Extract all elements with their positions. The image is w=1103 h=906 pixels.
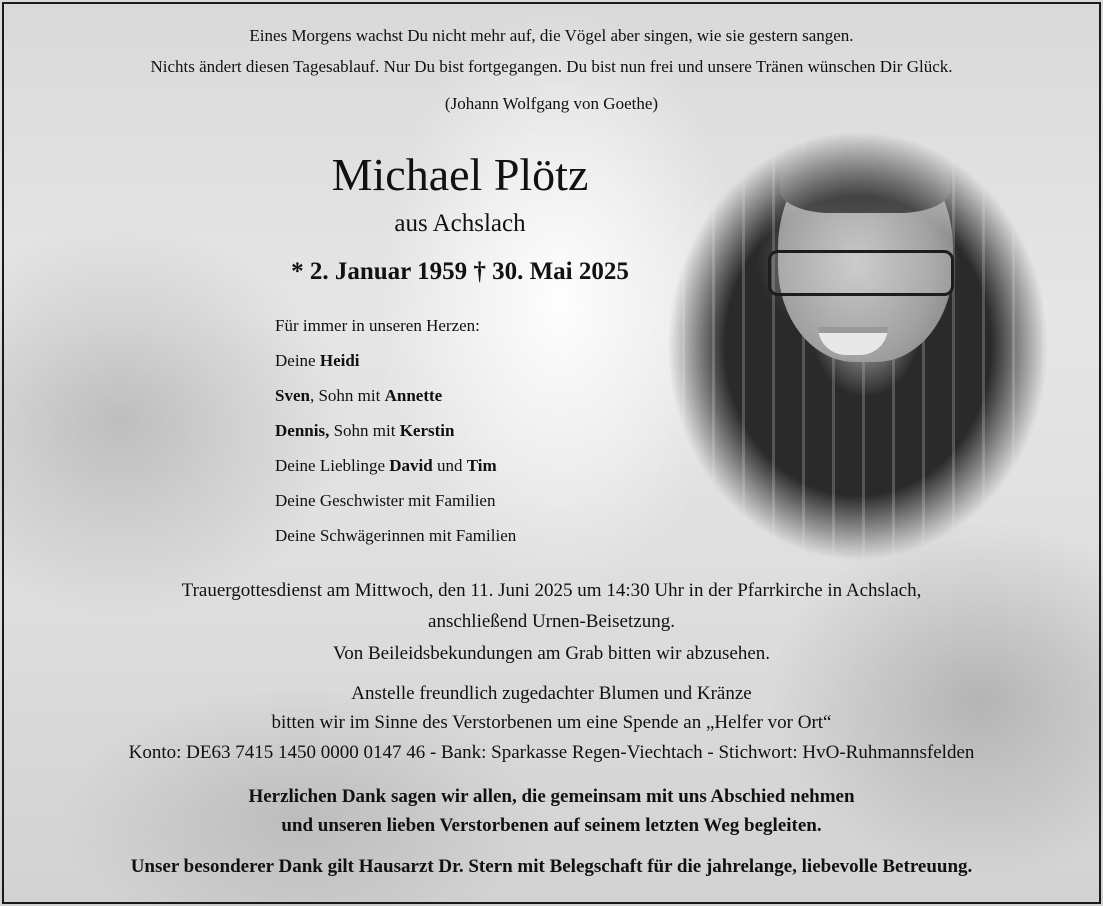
family-member-text: Deine: [275, 351, 320, 370]
family-member-line: [275, 487, 516, 522]
family-member-text: und: [432, 456, 467, 475]
deceased-origin: aus Achslach: [394, 210, 526, 237]
family-member-text: Kerstin: [399, 421, 455, 440]
family-member-text: Tim: [466, 456, 497, 475]
deceased-name: Michael Plötz: [331, 149, 589, 200]
thanks-line-2: und unseren lieben Verstorbenen auf seinem letzten Weg begleiten.: [281, 815, 822, 836]
family-member-line: [275, 347, 516, 382]
family-member-text: Deine Geschwister mit Familien: [275, 491, 496, 510]
family-member-line: [275, 382, 516, 417]
family-member-text: David: [389, 456, 433, 475]
family-member-line: [275, 522, 516, 557]
family-member-text: Sven: [275, 386, 310, 405]
family-member-text: Deine Schwägerinnen mit Familien: [275, 526, 517, 545]
family-member-line: [275, 417, 516, 452]
family-member-text: Sohn mit: [329, 421, 400, 440]
family-member-line: [275, 452, 516, 487]
family-member-text: Dennis,: [275, 421, 330, 440]
life-dates: * 2. Januar 1959 † 30. Mai 2025: [291, 258, 629, 285]
family-member-text: , Sohn mit: [309, 386, 385, 405]
portrait-photo: [668, 132, 1048, 560]
service-line-2: anschließend Urnen-Beisetzung.: [428, 611, 675, 632]
donation-line-1: Anstelle freundlich zugedachter Blumen und Kränze: [351, 683, 752, 704]
quote-line-2: Nichts ändert diesen Tagesablauf. Nur Du bist fortgegangen. Du bist nun frei und unsere Tränen wünschen Dir Glück.: [150, 57, 953, 76]
thanks-line-1: Herzlichen Dank sagen wir allen, die gemeinsam mit uns Abschied nehmen: [248, 786, 855, 807]
donation-account: Konto: DE63 7415 1450 0000 0147 46 - Bank: Sparkasse Regen-Viechtach - Stichwort: HvO-Ruhmannsfelden: [128, 742, 975, 763]
service-line-1: Trauergottesdienst am Mittwoch, den 11. Juni 2025 um 14:30 Uhr in der Pfarrkirche in Achslach,: [181, 580, 922, 601]
family-list: [275, 312, 516, 557]
family-intro: Für immer in unseren Herzen:: [275, 316, 480, 335]
donation-line-2: bitten wir im Sinne des Verstorbenen um eine Spende an „Helfer vor Ort“: [271, 712, 832, 733]
family-member-text: Deine Lieblinge: [275, 456, 390, 475]
portrait-hair: [780, 138, 950, 213]
quote-line-1: Eines Morgens wachst Du nicht mehr auf, die Vögel aber singen, wie sie gestern sangen.: [249, 26, 854, 45]
quote-author: (Johann Wolfgang von Goethe): [444, 94, 659, 113]
family-lines: [275, 347, 516, 557]
family-member-text: Heidi: [319, 351, 360, 370]
portrait-glasses: [768, 250, 954, 296]
family-member-text: Annette: [384, 386, 443, 405]
service-line-3: Von Beileidsbekundungen am Grab bitten wir abzusehen.: [332, 643, 771, 664]
thanks-line-3: Unser besonderer Dank gilt Hausarzt Dr. Stern mit Belegschaft für die jahrelange, liebevolle Betreuung.: [130, 856, 973, 877]
